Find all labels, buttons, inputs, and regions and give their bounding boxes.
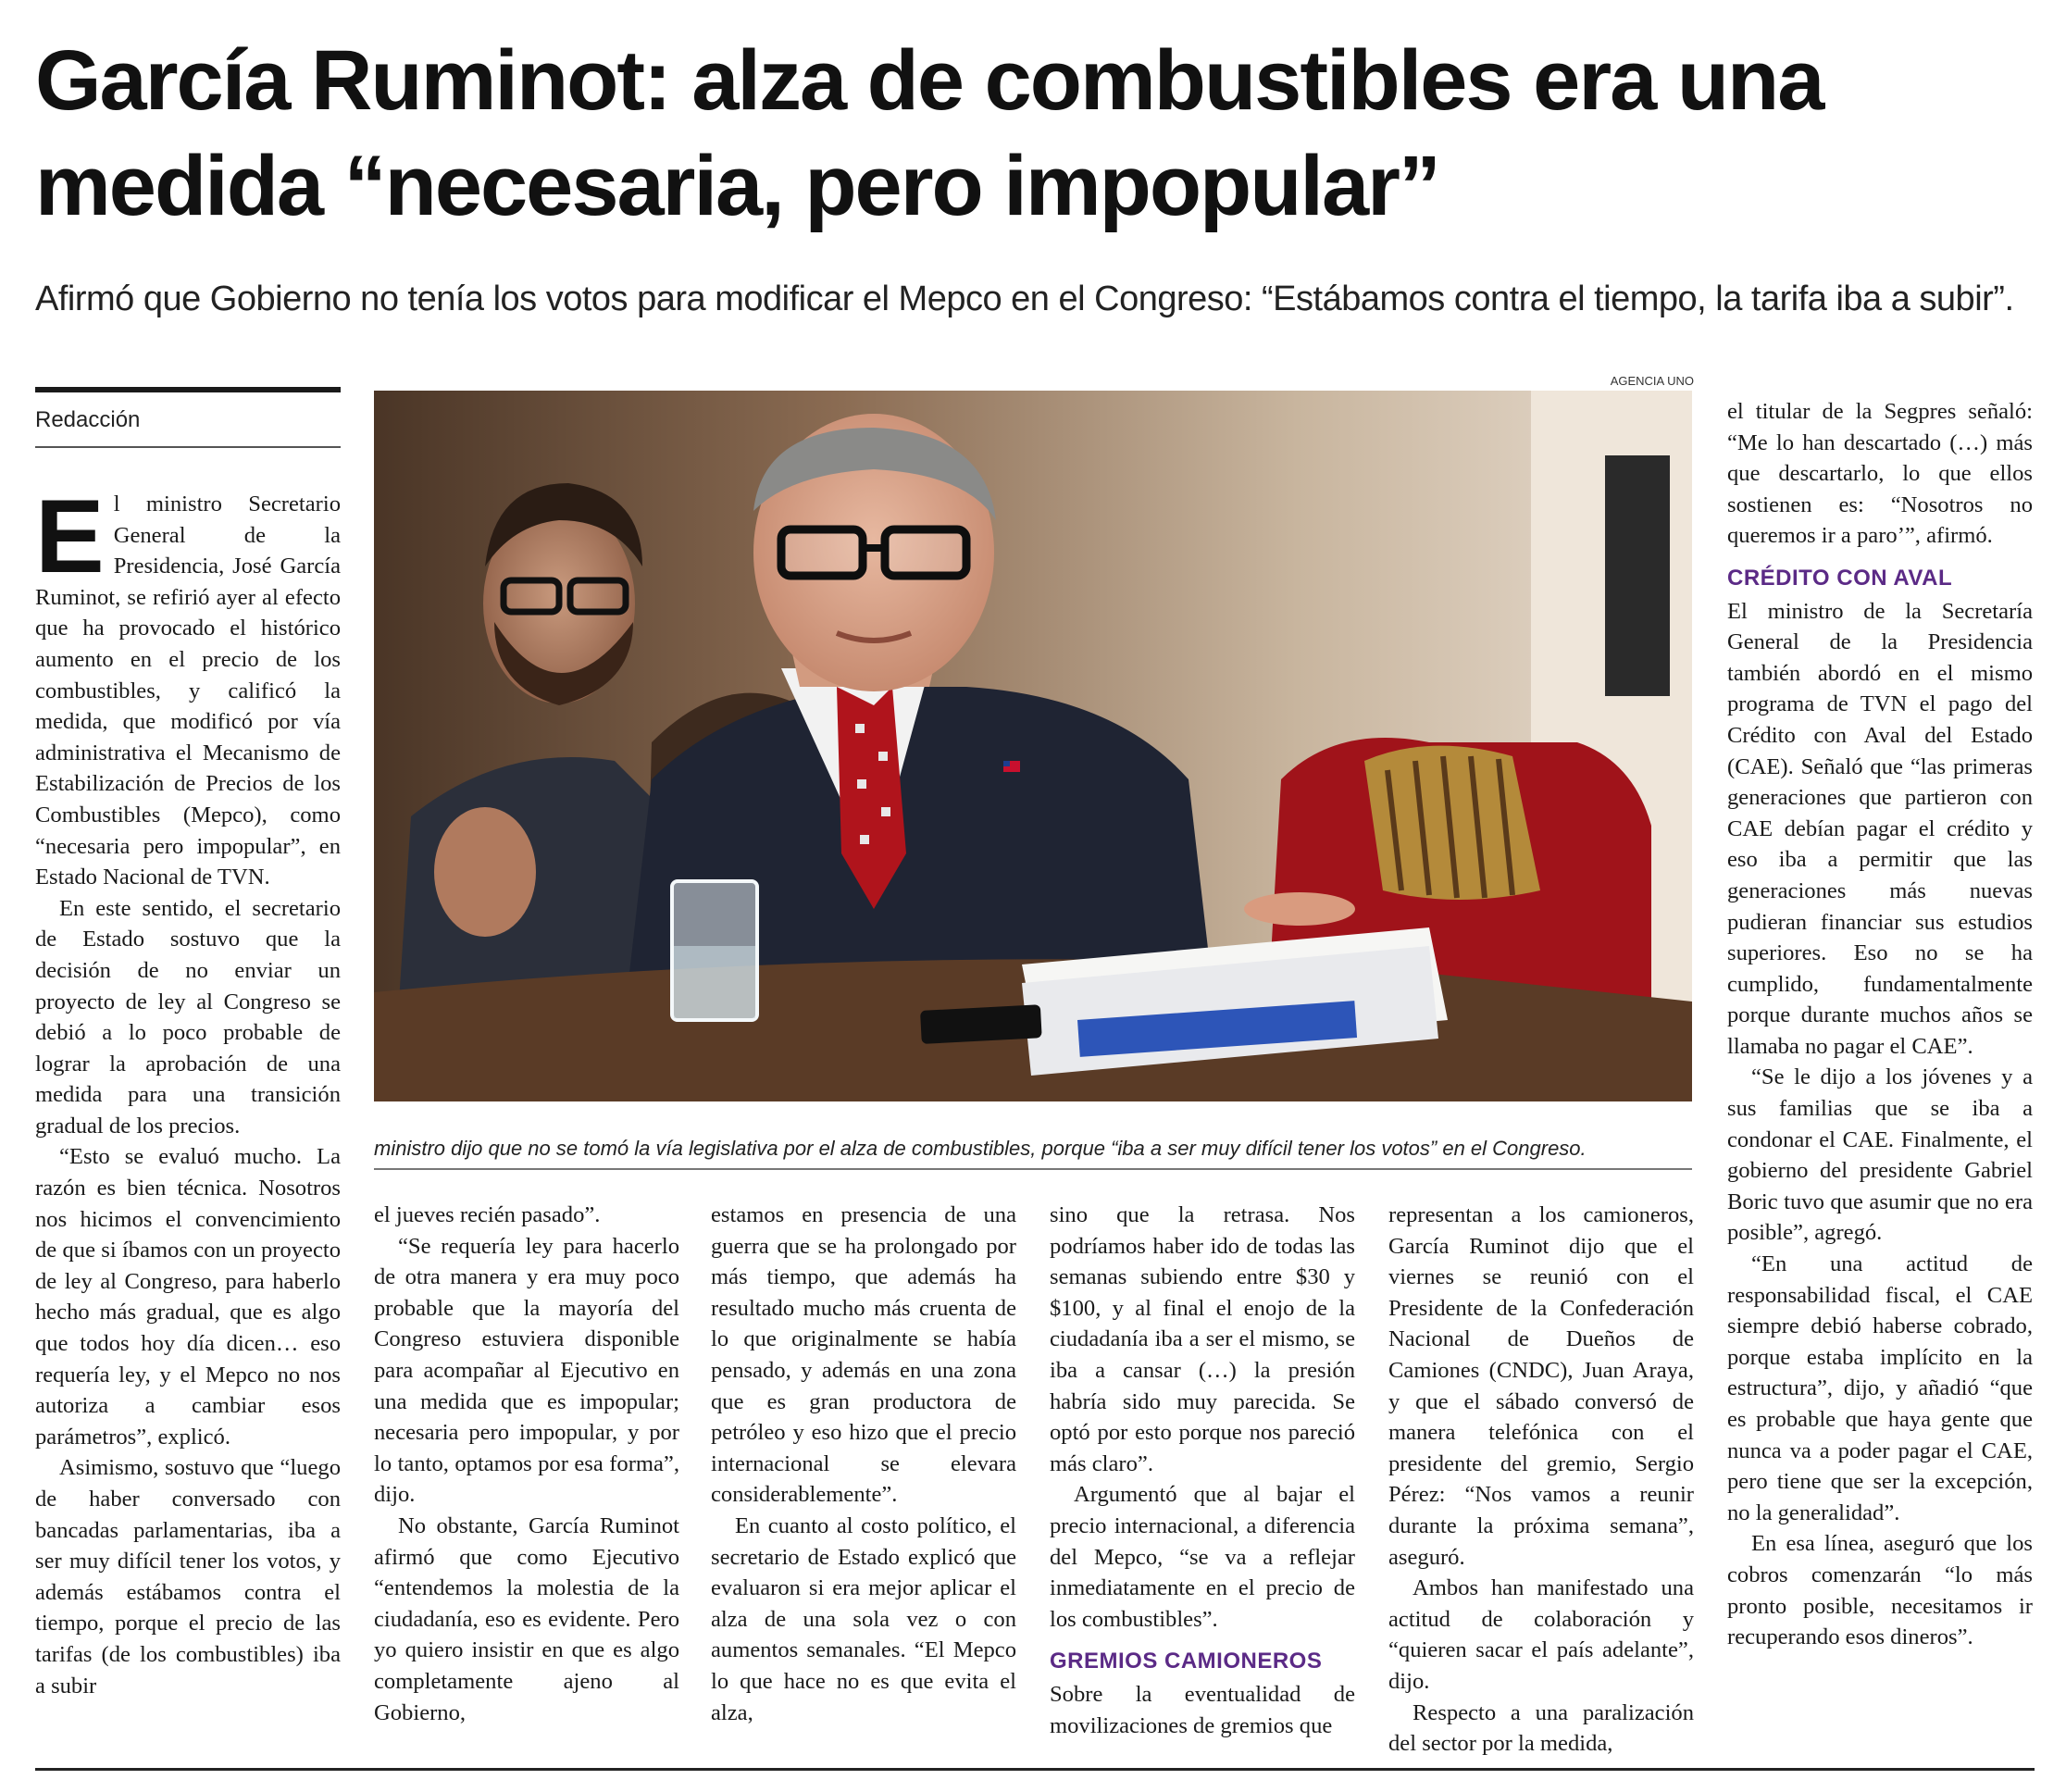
drop-cap: E — [35, 479, 105, 594]
bottom-rule — [35, 1768, 2035, 1771]
paragraph: Respecto a una paralización del sector por la medida, — [1388, 1699, 1694, 1757]
photo-credit: AGENCIA UNO — [1610, 374, 1694, 388]
paragraph: l ministro Secretario General de la Presidencia, José García Ruminot, se refirió ayer al efecto que ha provocado el histórico aumento en el precio de los combustibles, y calificó la medida, que modificó por vía administrativa el Mecanismo de Estabilización de Precios de los Combustibles (Mepco), como “necesaria pero impopular”, en Estado Nacional de TVN. — [35, 492, 341, 890]
section-heading: GREMIOS CAMIONEROS — [1050, 1649, 1323, 1674]
column-3 — [711, 1200, 1016, 1728]
byline-divider — [35, 446, 341, 448]
paragraph: En este sentido, el secretario de Estado sostuvo que la decisión de no enviar un proyecto de ley al Congreso se debió a lo poco probable de lograr la aprobación de una medida para una transición gradual de los precios. — [35, 895, 341, 1139]
section-heading: CRÉDITO CON AVAL — [1727, 565, 1953, 591]
byline: Redacción — [35, 407, 141, 432]
column-5 — [1388, 1200, 1694, 1760]
paragraph: Ambos han manifestado una actitud de colaboración y “quieren sacar el país adelante”, dijo. — [1388, 1575, 1694, 1694]
photo-illustration — [374, 391, 1692, 1101]
photo-caption: ministro dijo que no se tomó la vía legislativa por el alza de combustibles, porque “iba a ser muy difícil tener los votos” en el Congreso. — [374, 1137, 1587, 1160]
headline: García Ruminot: alza de combustibles era una medida “necesaria, pero impopular” — [35, 33, 1823, 233]
column-6 — [1727, 396, 2033, 1653]
paragraph: sino que la retrasa. Nos podríamos haber ido de todas las semanas subiendo entre $30 y $100, y al final el enojo de la ciudadanía iba a ser el mismo, se iba a cansar (…) la presión habría sido muy parecida. Se optó por esto porque nos pareció más claro”. — [1050, 1202, 1355, 1476]
article-photo — [374, 391, 1692, 1101]
byline-rule — [35, 387, 341, 392]
column-4 — [1050, 1200, 1355, 1741]
paragraph: “Se requería ley para hacerlo de otra manera y era muy poco probable que la mayoría del Congreso estuviera disponible para acompañar al Ejecutivo en una medida que es impopular; necesaria pero impopular, y por lo tanto, optamos por esa forma”, dijo. — [374, 1233, 679, 1508]
subhead: Afirmó que Gobierno no tenía los votos para modificar el Mepco en el Congreso: “Estábamos contra el tiempo, la tarifa iba a subir”. — [35, 280, 2014, 318]
paragraph: El ministro de la Secretaría General de la Presidencia también abordó en el mismo programa de TVN el pago del Crédito con Aval del Estado (CAE). Señaló que “las primeras generaciones que partieron con CAE debían pagar el crédito y eso iba a permitir que las generaciones más nuevas pudieran financiar sus estudios superiores. Eso no se ha cumplido, fundamentalmente porque durante muchos años se llamaba no pagar el CAE”. — [1727, 598, 2033, 1059]
paragraph: “En una actitud de responsabilidad fiscal, el CAE siempre debió haberse cobrado, porque estaba implícito en la estructura”, dijo, y añadió “que es probable que haya gente que nunca va a poder pagar el CAE, pero tiene que ser la excepción, no la generalidad”. — [1727, 1251, 2033, 1525]
paragraph: Sobre la eventualidad de movilizaciones de gremios que — [1050, 1681, 1355, 1738]
paragraph: el titular de la Segpres señaló: “Me lo han descartado (…) más que descartarlo, lo que ellos sostienen es: “Nosotros no queremos ir a paro’”, afirmó. — [1727, 399, 2033, 549]
caption-divider — [374, 1168, 1692, 1170]
column-2 — [374, 1200, 679, 1728]
paragraph: Argumentó que al bajar el precio internacional, a diferencia del Mepco, “se va a reflejar inmediatamente en el precio de los combustibles”. — [1050, 1482, 1355, 1632]
paragraph: En esa línea, aseguró que los cobros comenzarán “lo más pronto posible, necesitamos ir recuperando esos dineros”. — [1727, 1531, 2033, 1650]
column-1 — [35, 479, 341, 1701]
paragraph: “Esto se evaluó mucho. La razón es bien técnica. Nosotros nos hicimos el convencimiento de que si íbamos con un proyecto de ley al Congreso, para haberlo hecho más gradual, que es algo que todos hoy día dicen… eso requería ley, y el Mepco no nos autoriza a cambiar esos parámetros”, explicó. — [35, 1144, 341, 1450]
paragraph: No obstante, García Ruminot afirmó que como Ejecutivo “entendemos la molestia de la ciudadanía, eso es evidente. Pero yo quiero insistir en que es algo completamente ajeno al Gobierno, — [374, 1512, 679, 1725]
paragraph: En cuanto al costo político, el secretario de Estado explicó que evaluaron si era mejor aplicar el alza de una sola vez o con aumentos semanales. “El Mepco lo que hace no es que evita el alza, — [711, 1512, 1016, 1725]
paragraph: estamos en presencia de una guerra que se ha prolongado por más tiempo, que además ha resultado mucho más cruenta de lo que originalmente se había pensado, y además en una zona que es gran productora de petróleo y eso hizo que el precio internacional se elevara considerablemente”. — [711, 1202, 1016, 1508]
paragraph: el jueves recién pasado”. — [374, 1202, 601, 1227]
paragraph: Asimismo, sostuvo que “luego de haber conversado con bancadas parlamentarias, iba a ser muy difícil tener los votos, y además estábamos contra el tiempo, porque el precio de las tarifas (de los combustibles) iba a subir — [35, 1455, 341, 1699]
paragraph: “Se le dijo a los jóvenes y a sus familias que se iba a condonar el CAE. Finalmente, el gobierno del presidente Gabriel Boric tuvo que asumir que no era posible”, agregó. — [1727, 1064, 2033, 1246]
paragraph: representan a los camioneros, García Ruminot dijo que el viernes se reunió con el Presidente de la Confederación Nacional de Dueños de Camiones (CNDC), Juan Araya, y que el sábado conversó de manera telefónica con el presidente del gremio, Sergio Pérez: “Nos vamos a reunir durante la próxima semana”, aseguró. — [1388, 1202, 1694, 1570]
